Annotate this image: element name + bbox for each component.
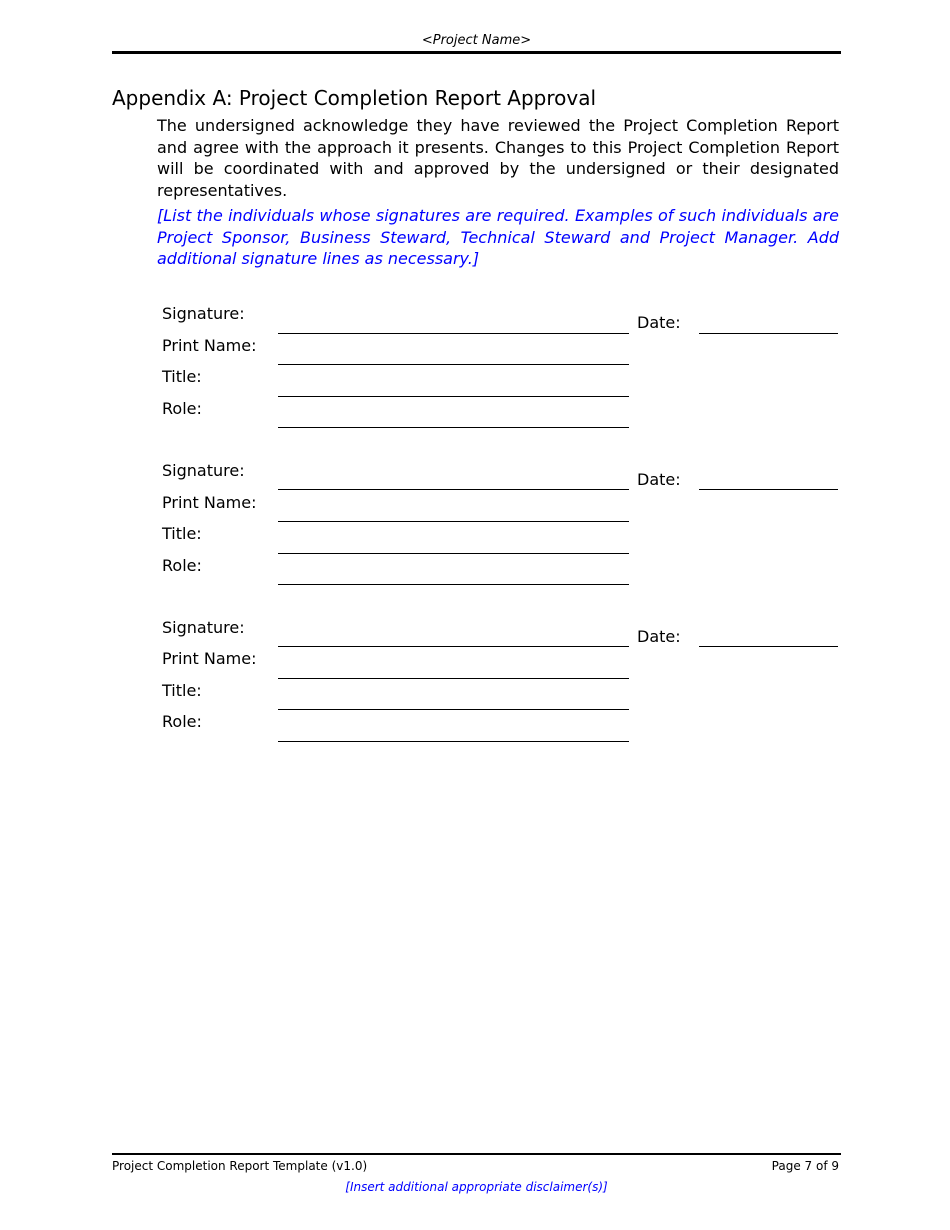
signature-line[interactable] [278, 333, 629, 334]
footer-page-number: Page 7 of 9 [771, 1159, 839, 1173]
print-name-label: Print Name: [162, 336, 257, 355]
date-line[interactable] [699, 646, 838, 647]
print-name-label: Print Name: [162, 493, 257, 512]
print-name-line[interactable] [278, 521, 629, 522]
title-label: Title: [162, 524, 202, 543]
role-label: Role: [162, 399, 202, 418]
footer-template-name: Project Completion Report Template (v1.0) [112, 1159, 368, 1173]
title-line[interactable] [278, 396, 629, 397]
title-line[interactable] [278, 553, 629, 554]
title-line[interactable] [278, 709, 629, 710]
role-label: Role: [162, 556, 202, 575]
footer-disclaimer: [Insert additional appropriate disclaimer(s)] [345, 1180, 608, 1194]
print-name-line[interactable] [278, 678, 629, 679]
signature-instruction: [List the individuals whose signatures are required. Examples of such individuals are Project Sponsor, Business Steward, Technical Steward and Project Manager. Add additional signature lines as necessary.] [157, 206, 839, 268]
signature-label: Signature: [162, 618, 245, 637]
date-label: Date: [637, 627, 681, 646]
signature-label: Signature: [162, 304, 245, 323]
footer-rule [112, 1153, 841, 1155]
signature-block-1 [0, 304, 950, 444]
header-project-name: <Project Name> [421, 33, 532, 48]
signature-block-3 [0, 618, 950, 758]
signature-label: Signature: [162, 461, 245, 480]
date-label: Date: [637, 470, 681, 489]
role-label: Role: [162, 712, 202, 731]
date-line[interactable] [699, 333, 838, 334]
role-line[interactable] [278, 584, 629, 585]
signature-line[interactable] [278, 646, 629, 647]
title-label: Title: [162, 681, 202, 700]
title-label: Title: [162, 367, 202, 386]
date-label: Date: [637, 313, 681, 332]
acknowledgement-paragraph: The undersigned acknowledge they have reviewed the Project Completion Report and agree with the approach it presents. Changes to this Project Completion Report will be coordinated with and approved by the undersigned or their designated representatives. [157, 116, 839, 200]
role-line[interactable] [278, 741, 629, 742]
signature-block-2 [0, 461, 950, 601]
print-name-label: Print Name: [162, 649, 257, 668]
appendix-heading: Appendix A: Project Completion Report Approval [112, 86, 597, 110]
print-name-line[interactable] [278, 364, 629, 365]
header-rule [112, 51, 841, 54]
date-line[interactable] [699, 489, 838, 490]
signature-line[interactable] [278, 489, 629, 490]
role-line[interactable] [278, 427, 629, 428]
